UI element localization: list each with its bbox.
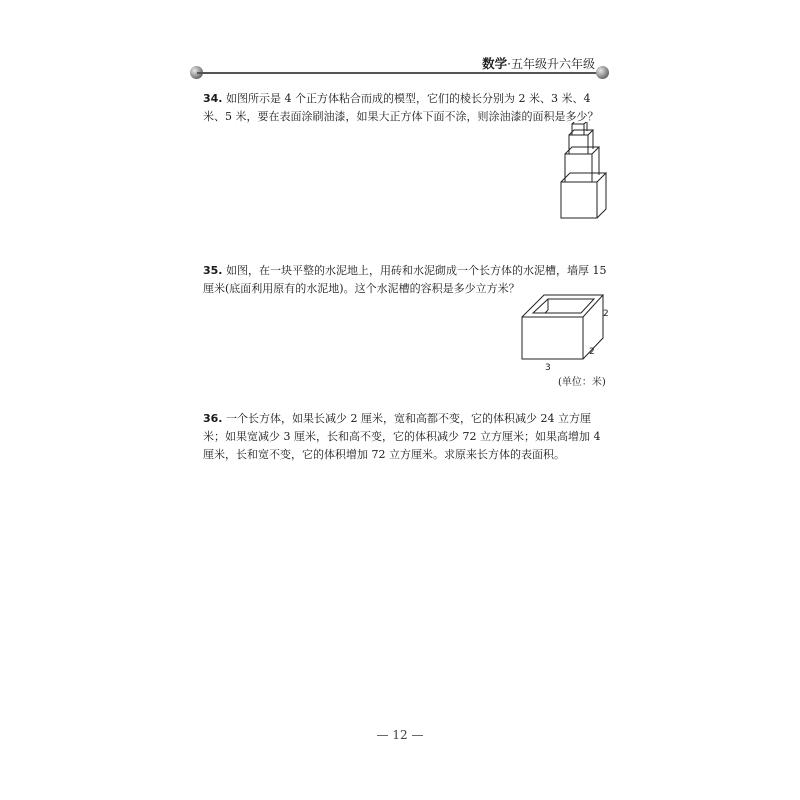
header-title bbox=[482, 57, 595, 71]
problem-text: 一个长方体，如果长减少 2 厘米，宽和高都不变，它的体积减少 24 立方厘米；如果宽减少 3 厘米，长和高不变，它的体积减少 72 立方厘米；如果高增加 4 厘米，长和宽不变，它的体积增加 72 立方厘米。求原来长方体的表面积。 bbox=[203, 412, 601, 461]
unit-note: (单位：米) bbox=[558, 377, 606, 388]
trough-width-label: 3 bbox=[545, 363, 551, 372]
problem-number: 34. bbox=[203, 92, 223, 105]
problem-number: 35. bbox=[203, 264, 223, 277]
trough-height-label: 2 bbox=[603, 309, 609, 319]
page-number: — 12 — bbox=[376, 728, 424, 742]
problem-number: 36. bbox=[203, 412, 223, 425]
problem-text: 如图所示是 4 个正方体粘合而成的模型，它们的棱长分别为 2 米、3 米、4 米、5 米，要在表面涂刷油漆，如果大正方体下面不涂，则涂油漆的面积是多少？ bbox=[203, 92, 599, 123]
header-grade: 五年级升六年级 bbox=[510, 57, 595, 71]
header-subject: 数学 bbox=[482, 56, 508, 71]
problem-36 bbox=[203, 410, 610, 464]
header-rule bbox=[197, 72, 602, 74]
problem-text: 如图，在一块平整的水泥地上，用砖和水泥砌成一个长方体的水泥槽，墙厚 15 厘米(底面利用原有的水泥地)。这个水泥槽的容积是多少立方米？ bbox=[203, 264, 607, 295]
stacked-cubes-drawing bbox=[558, 122, 618, 222]
trough-depth-label: 2 bbox=[589, 347, 595, 357]
header-separator: · bbox=[507, 57, 511, 71]
problem-34 bbox=[203, 90, 610, 126]
header-right-ornament bbox=[596, 66, 609, 79]
cement-trough-drawing bbox=[515, 290, 615, 372]
